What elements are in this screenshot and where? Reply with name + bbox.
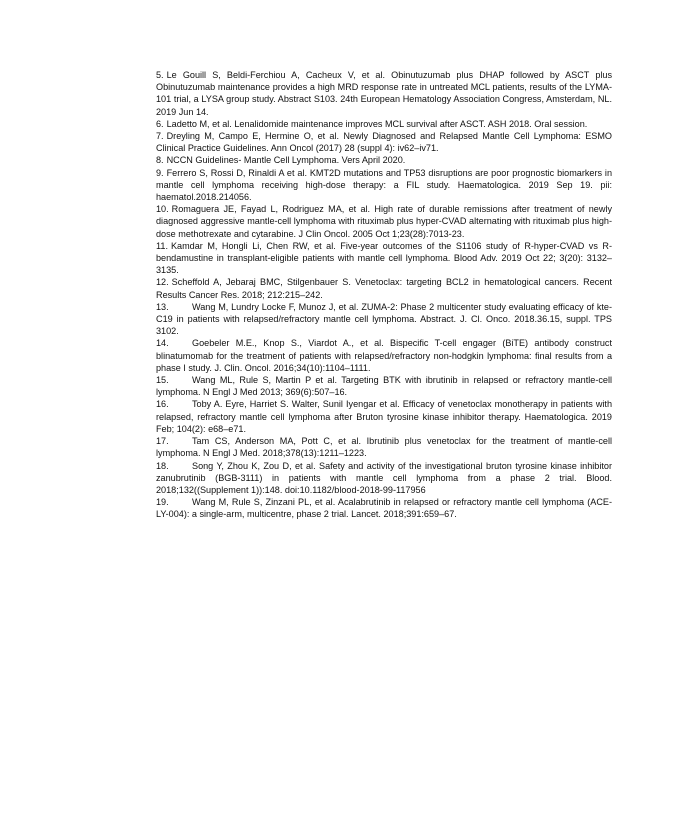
- reference-number: 14.: [156, 338, 169, 349]
- reference-item: [156, 276, 612, 300]
- reference-text: Ferrero S, Rossi D, Rinaldi A et al. KMT2D mutations and TP53 disruptions are poor prognostic biomarkers in mantle cell lymphoma receiving high-dose therapy: a FIL study. Haematologica. 2019 Sep 19. pii: haematol.2018.214056.: [156, 167, 612, 203]
- reference-text: Le Gouill S, Beldi-Ferchiou A, Cacheux V, et al. Obinutuzumab plus DHAP followed by ASCT plus Obinutuzumab maintenance provides a high MRD response rate in untreated MCL patients, results of the LYMA-101 trial, a LYSA group study. Abstract S103. 24th European Hematology Association Congress, Amsterdam, NL. 2019 Jun 14.: [156, 70, 612, 117]
- reference-number: 15.: [156, 375, 169, 386]
- reference-number: 16.: [156, 399, 169, 410]
- reference-number: 9.: [156, 167, 164, 178]
- reference-item: [156, 154, 612, 166]
- reference-number: 7.: [156, 131, 164, 142]
- reference-text: Tam CS, Anderson MA, Pott C, et al. Ibrutinib plus venetoclax for the treatment of mantle-cell lymphoma. N Engl J Med. 2018;378(13):1211–1223.: [156, 436, 612, 459]
- reference-number: 11.: [156, 240, 168, 251]
- reference-text: Wang M, Lundry Locke F, Munoz J, et al. ZUMA-2: Phase 2 multicenter study evaluating efficacy of kte-C19 in patients with relapsed/refractory mantle cell lymphoma. Abstract. J. Cl. Onco. 2018.36.15, suppl. TPS 3102.: [156, 301, 612, 337]
- reference-item: [156, 398, 612, 435]
- reference-item: [156, 69, 612, 118]
- reference-item: [156, 435, 612, 459]
- reference-number: 5.: [156, 70, 164, 80]
- reference-item: [156, 374, 612, 398]
- reference-text: Scheffold A, Jebaraj BMC, Stilgenbauer S. Venetoclax: targeting BCL2 in hematological cancers. Recent Results Cancer Res. 2018; 212:215–242.: [156, 277, 612, 300]
- reference-text: Goebeler M.E., Knop S., Viardot A., et al. Bispecific T-cell engager (BiTE) antibody construct blinatumomab for the treatment of patients with relapsed/refractory non-hodgkin lymphoma: final results from a phase I study. J. Clin. Oncol. 2016;34(10):1104–1111.: [156, 338, 612, 373]
- reference-text: Wang ML, Rule S, Martin P et al. Targeting BTK with ibrutinib in relapsed or refractory mantle-cell lymphoma. N Engl J Med 2013; 369(6):507–16.: [156, 375, 612, 398]
- reference-item: [156, 496, 612, 520]
- reference-text: Toby A. Eyre, Harriet S. Walter, Sunil Iyengar et al. Efficacy of venetoclax monotherapy in patients with relapsed, refractory mantle cell lymphoma after Bruton tyrosine kinase inhibitor therapy. Haematologica. 2019 Feb; 104(2): e68–e71.: [156, 399, 612, 434]
- reference-text: Romaguera JE, Fayad L, Rodriguez MA, et al. High rate of durable remissions after treatment of newly diagnosed aggressive mantle-cell lymphoma with rituximab plus hyper-CVAD alternating with rituximab plus high-dose methotrexate and cytarabine. J Clin Oncol. 2005 Oct 1;23(28):7013-23.: [156, 204, 612, 239]
- reference-number: 8.: [156, 155, 164, 166]
- reference-number: 10.: [156, 204, 169, 215]
- reference-number: 18.: [156, 460, 169, 471]
- reference-item: [156, 130, 612, 154]
- reference-item: [156, 203, 612, 240]
- reference-number: 6.: [156, 118, 164, 129]
- reference-item: [156, 167, 612, 204]
- reference-text: Song Y, Zhou K, Zou D, et al. Safety and activity of the investigational bruton tyrosine kinase inhibitor zanubrutinib (BGB-3111) in patients with mantle cell lymphoma from a phase 2 trial. Blood. 2018;132((Supplement 1)):148. doi:10.1182/blood-2018-99-117956: [156, 460, 612, 495]
- reference-text: Dreyling M, Campo E, Hermine O, et al. Newly Diagnosed and Relapsed Mantle Cell Lymphoma: ESMO Clinical Practice Guidelines. Ann Oncol (2017) 28 (suppl 4): iv62–iv71.: [156, 131, 612, 154]
- reference-item: [156, 337, 612, 374]
- reference-number: 13.: [156, 301, 169, 312]
- reference-number: 19.: [156, 497, 169, 508]
- reference-item: [156, 301, 612, 338]
- reference-item: [156, 240, 612, 277]
- reference-list: [156, 69, 612, 521]
- reference-number: 17.: [156, 436, 169, 447]
- reference-text: Wang M, Rule S, Zinzani PL, et al. Acalabrutinib in relapsed or refractory mantle cell lymphoma (ACE-LY-004): a single-arm, multicentre, phase 2 trial. Lancet. 2018;391:659–67.: [156, 497, 612, 520]
- reference-number: 12.: [156, 277, 169, 288]
- reference-text: NCCN Guidelines- Mantle Cell Lymphoma. Vers April 2020.: [166, 155, 406, 166]
- reference-text: Kamdar M, Hongli Li, Chen RW, et al. Five-year outcomes of the S1106 study of R-hyper-CVAD vs R-bendamustine in transplant-eligible patients with mantle cell lymphoma. Blood Adv. 2019 Oct 22; 3(20): 3132–3135.: [156, 240, 612, 276]
- reference-item: [156, 460, 612, 497]
- reference-text: Ladetto M, et al. Lenalidomide maintenance improves MCL survival after ASCT. ASH 2018. Oral session.: [166, 118, 588, 129]
- reference-item: [156, 118, 612, 130]
